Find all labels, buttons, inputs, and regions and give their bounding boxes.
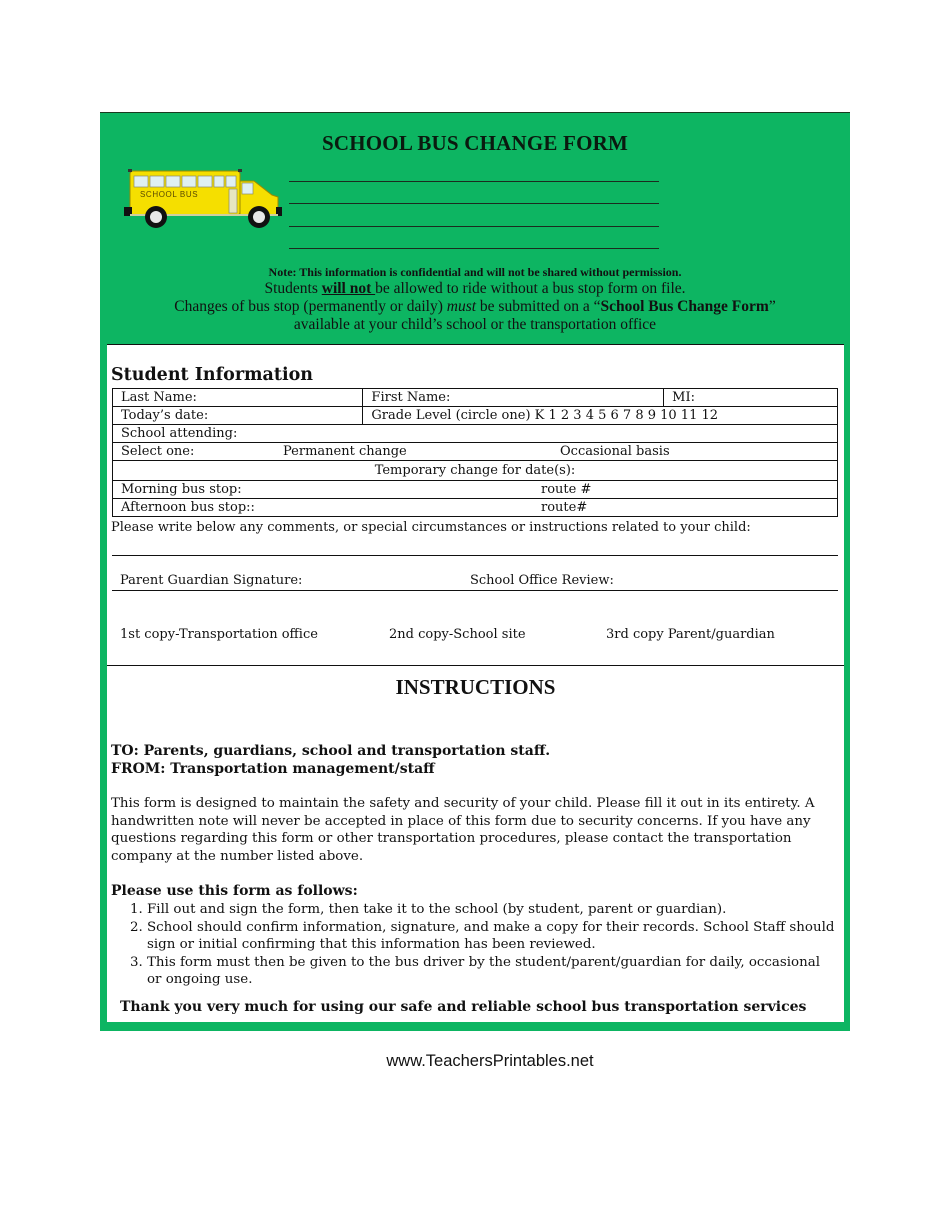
list-item: 1. Fill out and sign the form, then take it to the school (by student, parent or guardian). — [147, 901, 837, 919]
notice-text: be allowed to ride without a bus stop form on file. — [375, 280, 686, 297]
copy-3-label: 3rd copy Parent/guardian — [606, 627, 775, 642]
to-from-block — [111, 742, 550, 778]
copy-2-label: 2nd copy-School site — [389, 627, 526, 642]
from-line: FROM: Transportation management/staff — [111, 761, 435, 777]
svg-text:SCHOOL BUS: SCHOOL BUS — [140, 190, 199, 199]
select-one-label: Select one: — [121, 443, 195, 459]
form-title: SCHOOL BUS CHANGE FORM — [321, 131, 629, 155]
mi-field[interactable]: MI: — [664, 389, 838, 407]
office-review-label: School Office Review: — [470, 573, 614, 588]
header-blank-line-1[interactable] — [289, 181, 659, 182]
table-row — [113, 407, 838, 425]
thank-you-note: Thank you very much for using our safe and reliable school bus transportation services — [120, 999, 807, 1015]
temporary-change-field[interactable]: Temporary change for date(s): — [113, 461, 838, 481]
table-row — [113, 461, 838, 481]
notice-text: be submitted on a “ — [476, 298, 601, 315]
student-info-heading: Student Information — [111, 365, 314, 385]
notice-emphasis: will not — [321, 280, 376, 297]
select-one-row — [113, 443, 838, 461]
school-attending-field[interactable]: School attending: — [113, 425, 838, 443]
parent-signature-label: Parent Guardian Signature: — [120, 573, 303, 588]
comments-line[interactable] — [112, 555, 838, 556]
notice-text: ” — [768, 298, 776, 315]
afternoon-route-field[interactable]: route# — [541, 499, 588, 515]
list-item: 3. This form must then be given to the bus driver by the student/parent/guardian for daily, occasional or ongoing use. — [147, 954, 837, 989]
afternoon-bus-stop-row — [113, 499, 838, 517]
form-frame — [100, 112, 850, 1031]
header-blank-line-2[interactable] — [289, 203, 659, 204]
instructions-paragraph: This form is designed to maintain the safety and security of your child. Please fill it out in its entirety. A handwritten note will never be accepted in place of this form due to security concerns. If you have any questions regarding this form or other transportation procedures, please contact the transportation company at the number listed above. — [111, 796, 815, 864]
website-footer[interactable]: www.TeachersPrintables.net — [386, 1052, 594, 1070]
comments-prompt: Please write below any comments, or special circumstances or instructions related to your child: — [111, 520, 751, 535]
last-name-field[interactable]: Last Name: — [113, 389, 363, 407]
student-info-table — [112, 388, 838, 517]
notice-line-3: available at your child’s school or the transportation office — [293, 316, 657, 333]
morning-route-field[interactable]: route # — [541, 481, 592, 497]
list-item: 2. School should confirm information, signature, and make a copy for their records. School Staff should sign or initial confirming that this information has been reviewed. — [147, 919, 837, 954]
morning-bus-stop-field[interactable]: Morning bus stop: — [121, 481, 242, 497]
to-line: TO: Parents, guardians, school and transportation staff. — [111, 743, 551, 759]
section-divider — [107, 665, 844, 666]
notice-line-1 — [100, 280, 850, 298]
usage-steps — [111, 901, 837, 989]
table-row — [113, 425, 838, 443]
header-blank-line-4[interactable] — [289, 248, 659, 249]
school-bus-icon — [122, 167, 284, 233]
notice-text: Changes of bus stop (permanently or daily) — [174, 298, 447, 315]
instructions-heading: INSTRUCTIONS — [395, 675, 556, 699]
permanent-change-option[interactable]: Permanent change — [283, 443, 407, 459]
table-row — [113, 389, 838, 407]
usage-heading: Please use this form as follows: — [111, 883, 358, 899]
notice-line-2 — [100, 298, 850, 316]
table-row — [113, 499, 838, 517]
grade-level-field[interactable]: Grade Level (circle one) K 1 2 3 4 5 6 7 8 9 10 11 12 — [363, 407, 838, 425]
notice-form-name: School Bus Change Form — [600, 298, 769, 315]
notice-text: Students — [264, 280, 322, 297]
header-blank-line-3[interactable] — [289, 226, 659, 227]
morning-bus-stop-row — [113, 481, 838, 499]
table-row — [113, 443, 838, 461]
signature-line[interactable] — [112, 590, 838, 591]
todays-date-field[interactable]: Today’s date: — [113, 407, 363, 425]
notice-italic: must — [446, 298, 477, 315]
first-name-field[interactable]: First Name: — [363, 389, 664, 407]
copy-1-label: 1st copy-Transportation office — [120, 627, 318, 642]
table-row — [113, 481, 838, 499]
occasional-basis-option[interactable]: Occasional basis — [560, 443, 670, 459]
confidential-note: Note: This information is confidential and will not be shared without permission. — [268, 265, 682, 279]
form-body — [107, 344, 844, 1022]
afternoon-bus-stop-field[interactable]: Afternoon bus stop:: — [121, 499, 255, 515]
